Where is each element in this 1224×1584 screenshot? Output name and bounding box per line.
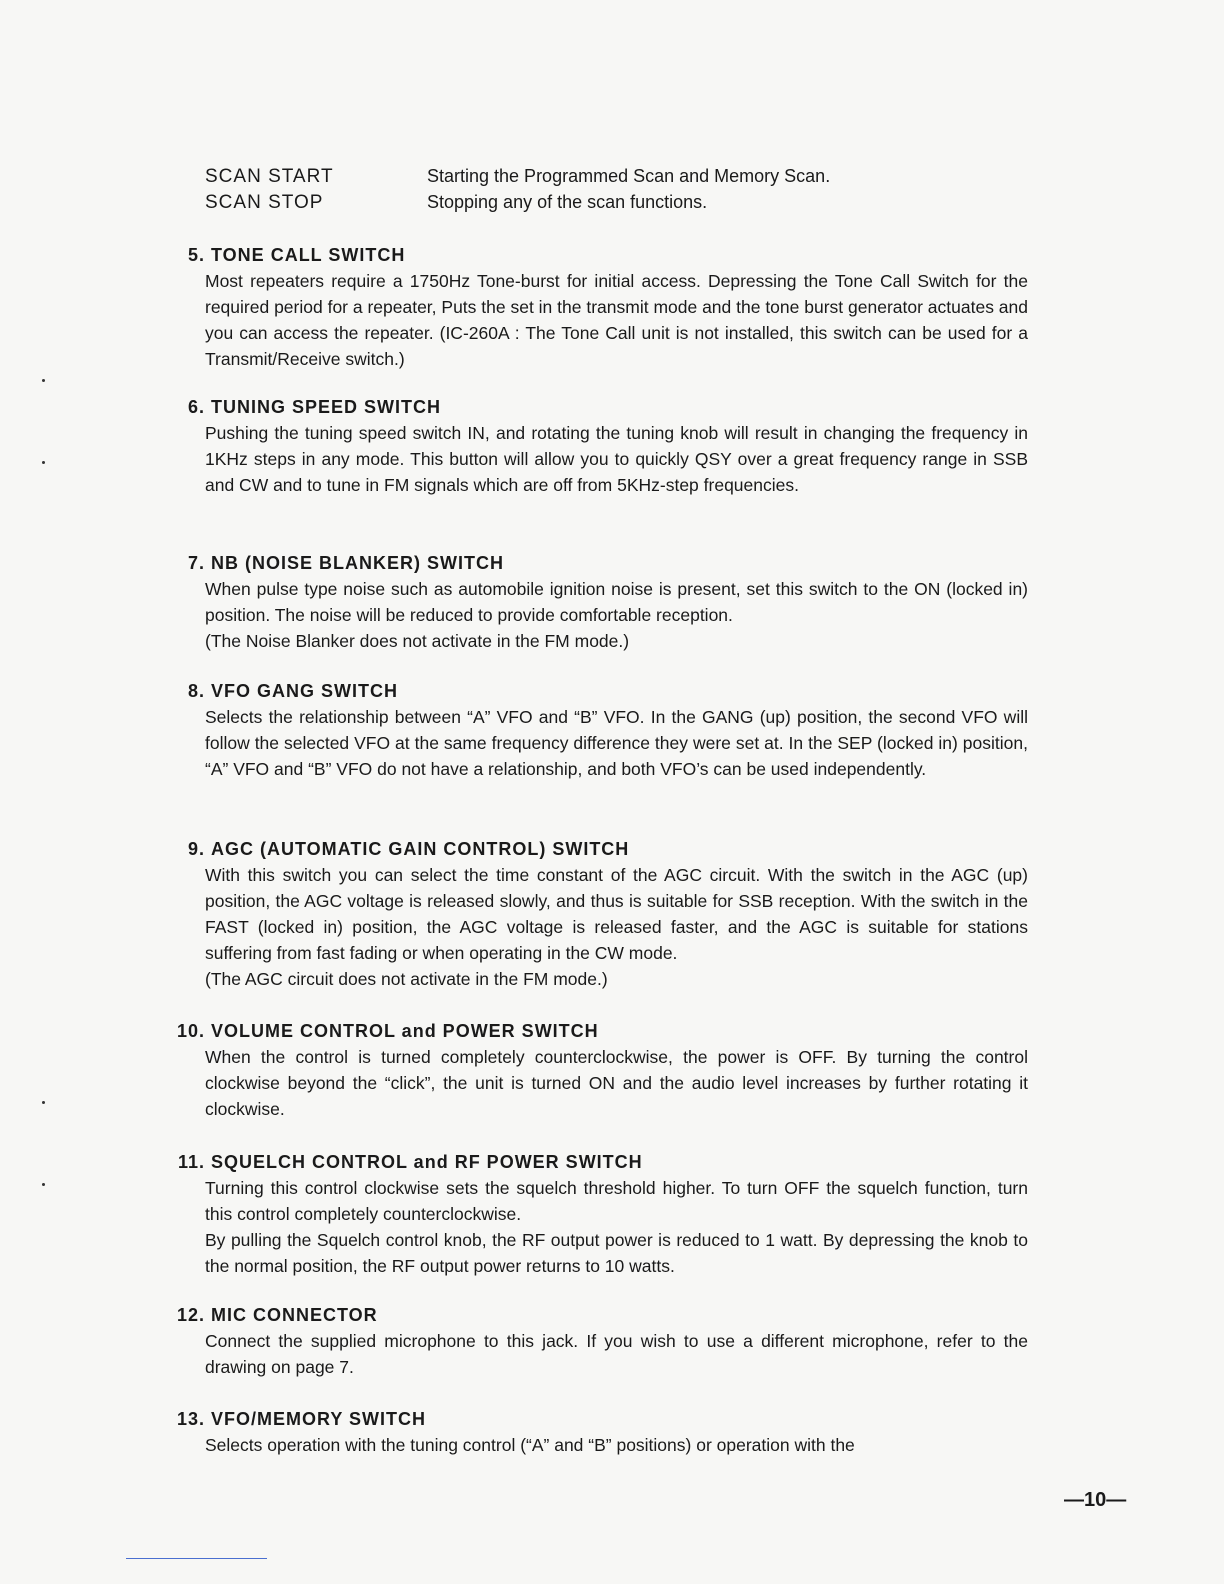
section-paragraph: When pulse type noise such as automobile ignition noise is present, set this switch to the ON (locked in) position. The noise will be reduced to provide comfortable reception.: [205, 579, 1028, 625]
scan-start-key: SCAN START: [205, 166, 334, 187]
section-number: 7.: [187, 553, 205, 573]
section-9: [160, 836, 1028, 992]
section-paragraph: (The Noise Blanker does not activate in the FM mode.): [205, 631, 630, 651]
section-paragraph: Pushing the tuning speed switch IN, and rotating the tuning knob will result in changing the frequency in 1KHz steps in any mode. This button will allow you to quickly QSY over a great frequency range in SSB and CW and to tune in FM signals which are off from 5KHz-step frequencies.: [205, 423, 1028, 495]
scan-speck: [42, 1101, 45, 1104]
section-paragraph: When the control is turned completely counterclockwise, the power is OFF. By turning the control clockwise beyond the “click”, the unit is turned ON and the audio level increases by further rotating it clockwise.: [205, 1047, 1028, 1119]
section-6: [160, 394, 1028, 498]
section-8: [160, 678, 1028, 782]
bottom-rule: [126, 1558, 267, 1559]
section-number: 9.: [187, 839, 205, 859]
scan-speck: [42, 461, 45, 464]
section-paragraph: Turning this control clockwise sets the squelch threshold higher. To turn OFF the squelch function, turn this control completely counterclockwise.: [205, 1178, 1028, 1224]
section-title: SQUELCH CONTROL and RF POWER SWITCH: [211, 1152, 643, 1172]
section-5: [160, 242, 1028, 372]
section-title: VFO/MEMORY SWITCH: [211, 1409, 427, 1429]
page-number: —10—: [1064, 1489, 1127, 1511]
scan-start-row: [205, 166, 830, 188]
section-paragraph: With this switch you can select the time constant of the AGC circuit. With the switch in the AGC (up) position, the AGC voltage is released slowly, and thus is suitable for SSB reception. With the switch in the FAST (locked in) position, the AGC voltage is released faster, and the AGC is suitable for stations suffering from fast fading or when operating in the CW mode.: [205, 865, 1028, 963]
section-title: VFO GANG SWITCH: [211, 681, 399, 701]
section-paragraph: Selects operation with the tuning control (“A” and “B” positions) or operation with the: [205, 1435, 855, 1455]
section-title: TUNING SPEED SWITCH: [211, 397, 442, 417]
section-paragraph: Selects the relationship between “A” VFO and “B” VFO. In the GANG (up) position, the second VFO will follow the selected VFO at the same frequency difference they were set at. In the SEP (locked in) position, “A” VFO and “B” VFO do not have a relationship, and both VFO’s can be used independently.: [205, 707, 1028, 779]
scan-stop-key: SCAN STOP: [205, 192, 324, 213]
section-number: 6.: [187, 397, 205, 417]
section-7: [160, 550, 1028, 654]
section-13: [160, 1406, 1028, 1458]
section-title: TONE CALL SWITCH: [211, 245, 406, 265]
section-number: 13.: [176, 1409, 205, 1429]
section-11: [160, 1149, 1028, 1279]
section-12: [160, 1302, 1028, 1380]
scan-stop-desc: Stopping any of the scan functions.: [427, 192, 708, 212]
scan-speck: [42, 379, 45, 382]
scan-speck: [42, 1183, 45, 1186]
section-number: 12.: [176, 1305, 205, 1325]
section-paragraph: (The AGC circuit does not activate in the FM mode.): [205, 969, 608, 989]
section-10: [160, 1018, 1028, 1122]
section-title: NB (NOISE BLANKER) SWITCH: [211, 553, 505, 573]
section-number: 10.: [176, 1021, 205, 1041]
scan-stop-row: [205, 192, 707, 214]
section-paragraph: By pulling the Squelch control knob, the RF output power is reduced to 1 watt. By depressing the knob to the normal position, the RF output power returns to 10 watts.: [205, 1230, 1028, 1276]
section-number: 8.: [187, 681, 205, 701]
section-paragraph: Connect the supplied microphone to this jack. If you wish to use a different microphone, refer to the drawing on page 7.: [205, 1331, 1028, 1377]
section-number: 5.: [187, 245, 205, 265]
section-number: 11.: [177, 1152, 205, 1172]
section-title: AGC (AUTOMATIC GAIN CONTROL) SWITCH: [211, 839, 630, 859]
section-title: VOLUME CONTROL and POWER SWITCH: [211, 1021, 599, 1041]
scan-start-desc: Starting the Programmed Scan and Memory Scan.: [427, 166, 831, 186]
section-paragraph: Most repeaters require a 1750Hz Tone-burst for initial access. Depressing the Tone Call Switch for the required period for a repeater, Puts the set in the transmit mode and the tone burst generator actuates and you can access the repeater. (IC-260A : The Tone Call unit is not installed, this switch can be used for a Transmit/Receive switch.): [205, 271, 1029, 369]
section-title: MIC CONNECTOR: [211, 1305, 378, 1325]
